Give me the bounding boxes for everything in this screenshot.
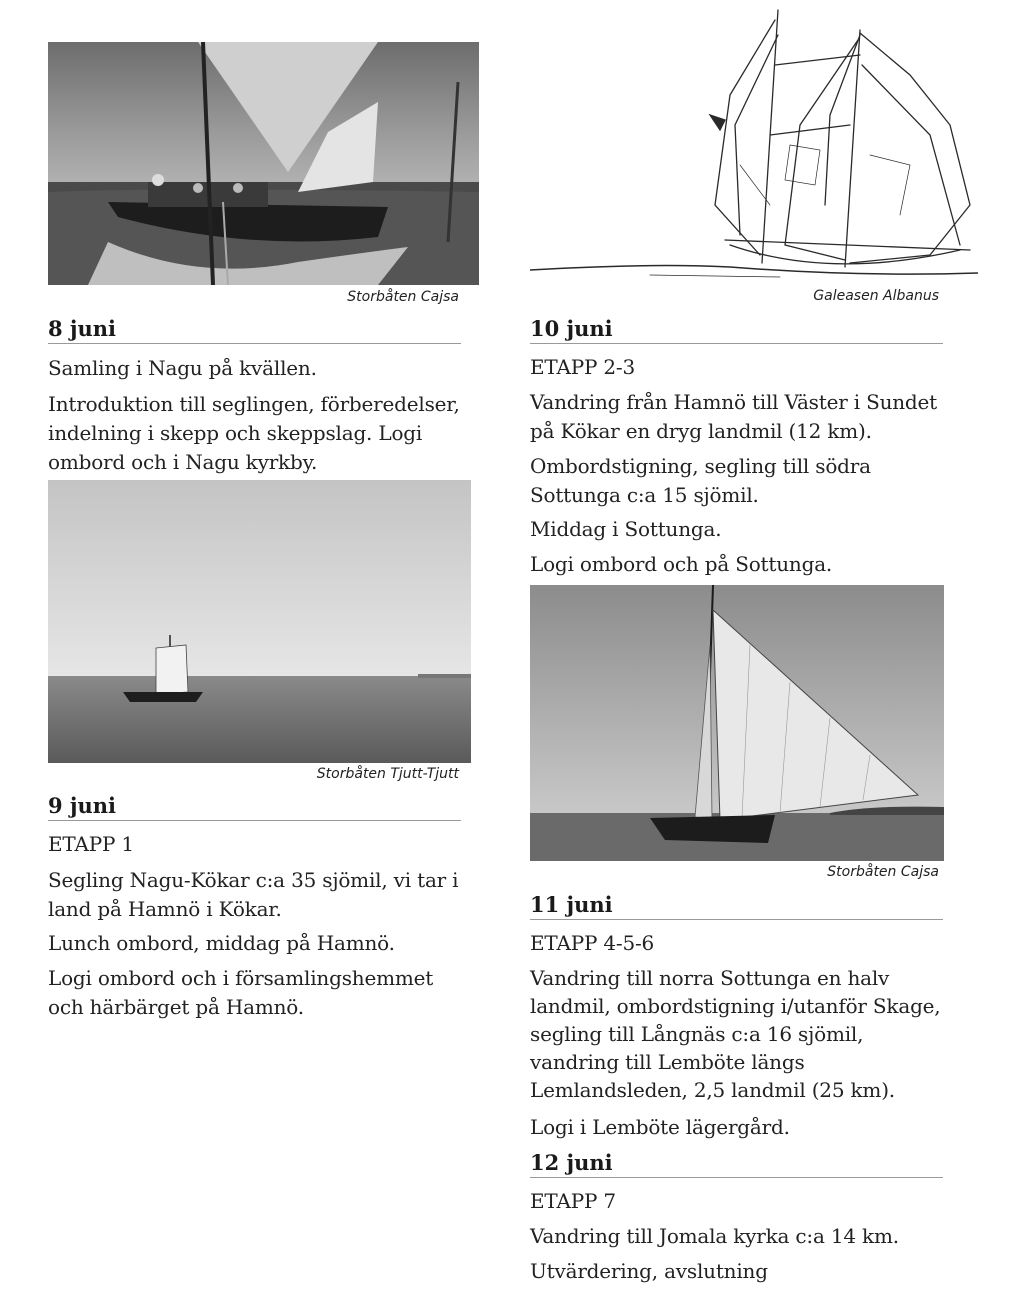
day-12-para-2: Vandring till Jomala kyrka c:a 14 km. — [530, 1224, 899, 1248]
day-8-heading: 8 juni — [48, 316, 461, 344]
day-11-para-3: Logi i Lemböte lägergård. — [530, 1115, 790, 1139]
day-8-para-2: Introduktion till seglingen, förberedelser, indelning i skepp och skeppslag. Logi ombord och i Nagu kyrkby. — [48, 392, 460, 474]
day-10-para-1: ETAPP 2-3 — [530, 355, 635, 379]
day-9-para-4: Logi ombord och i församlingshemmet och härbärget på Hamnö. — [48, 966, 434, 1019]
day-10-para-5: Logi ombord och på Sottunga. — [530, 552, 833, 576]
photo-storbaten-cajsa-crew — [48, 42, 479, 285]
photo-storbaten-tjutt-tjutt — [48, 480, 471, 763]
day-11-para-2: Vandring till norra Sottunga en halv landmil, ombordstigning i/utanför Skage, segling till Långnäs c:a 16 sjömil, vandring till Lemböte längs Lemlandsleden, 2,5 landmil (25 km). — [530, 966, 941, 1102]
photo3-caption: Storbåten Cajsa — [827, 864, 939, 880]
day-8-para-1: Samling i Nagu på kvällen. — [48, 356, 317, 380]
photo-storbaten-cajsa-sail — [530, 585, 944, 861]
photo1-caption: Storbåten Cajsa — [347, 289, 459, 305]
day-12-para-3: Utvärdering, avslutning — [530, 1259, 768, 1283]
day-9-para-3: Lunch ombord, middag på Hamnö. — [48, 931, 395, 955]
day-12-para-1: ETAPP 7 — [530, 1189, 616, 1213]
day-12-heading: 12 juni — [530, 1150, 943, 1178]
day-9-para-2: Segling Nagu-Kökar c:a 35 sjömil, vi tar i land på Hamnö i Kökar. — [48, 868, 459, 921]
day-10-para-4: Middag i Sottunga. — [530, 517, 722, 541]
day-10-para-2: Vandring från Hamnö till Väster i Sundet på Kökar en dryg landmil (12 km). — [530, 390, 938, 443]
day-11-para-1: ETAPP 4-5-6 — [530, 931, 655, 955]
day-9-para-1: ETAPP 1 — [48, 832, 134, 856]
drawing-caption: Galeasen Albanus — [813, 288, 939, 304]
day-10-heading: 10 juni — [530, 316, 943, 344]
photo2-caption: Storbåten Tjutt-Tjutt — [316, 766, 459, 782]
day-11-heading: 11 juni — [530, 892, 943, 920]
day-10-para-3: Ombordstigning, segling till södra Sottunga c:a 15 sjömil. — [530, 454, 871, 507]
day-9-heading: 9 juni — [48, 793, 461, 821]
drawing-galeasen-albanus — [530, 5, 978, 285]
